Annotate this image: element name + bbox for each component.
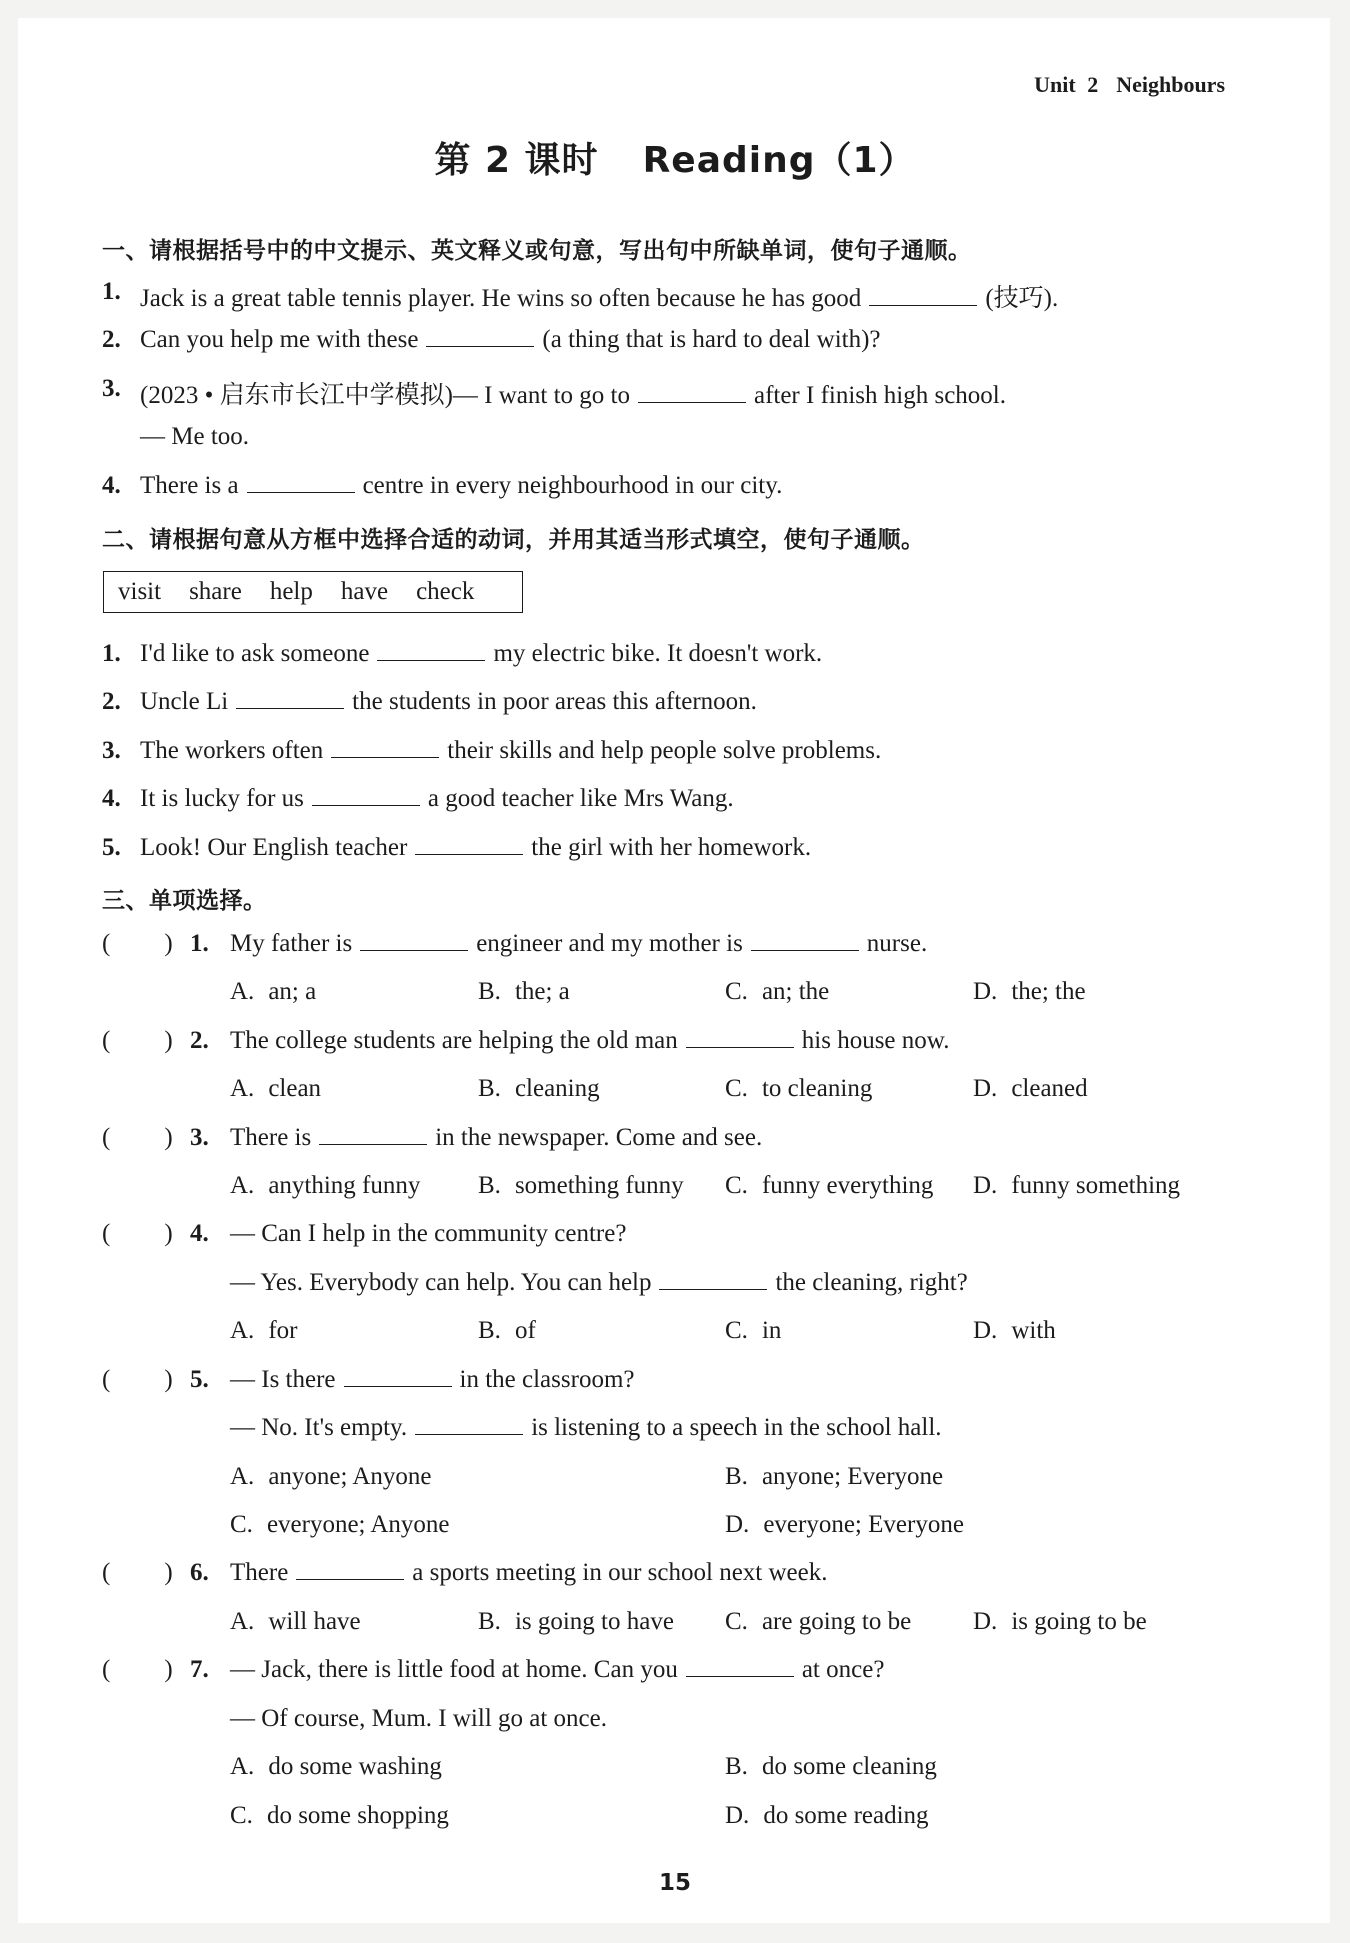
mc-number: 6. (190, 1559, 209, 1586)
answer-blank[interactable] (659, 1288, 767, 1290)
mc-option[interactable]: C. are going to be (725, 1608, 912, 1635)
answer-blank[interactable] (638, 401, 746, 403)
mc-option[interactable]: B. is going to have (478, 1608, 674, 1635)
mc-option[interactable]: B. the; a (478, 978, 570, 1005)
mc-number: 7. (190, 1656, 209, 1683)
mc-number: 2. (190, 1027, 209, 1054)
answer-blank[interactable] (426, 345, 534, 347)
mc-option[interactable]: B. of (478, 1317, 536, 1344)
mc-option[interactable]: C. to cleaning (725, 1075, 873, 1102)
mc-option[interactable]: B. cleaning (478, 1075, 600, 1102)
answer-blank[interactable] (344, 1385, 452, 1387)
mc-option[interactable]: A. anything funny (230, 1172, 421, 1199)
mc-option[interactable]: C. funny everything (725, 1172, 934, 1199)
mc-stem: — Can I help in the community centre? (230, 1220, 627, 1247)
mc-option[interactable]: A. clean (230, 1075, 322, 1102)
answer-blank[interactable] (415, 853, 523, 855)
answer-bracket[interactable]: ( ) (102, 1124, 173, 1151)
mc-option[interactable]: D. with (973, 1317, 1056, 1344)
running-header (1034, 72, 1225, 98)
answer-blank[interactable] (686, 1046, 794, 1048)
answer-bracket[interactable]: ( ) (102, 1366, 173, 1393)
lesson-title-en: Reading（1） (642, 140, 916, 181)
answer-blank[interactable] (751, 949, 859, 951)
mc-option[interactable]: D. is going to be (973, 1608, 1147, 1635)
mc-stem: — Of course, Mum. I will go at once. (230, 1705, 608, 1732)
mc-option[interactable]: B. something funny (478, 1172, 684, 1199)
mc-option[interactable]: B. do some cleaning (725, 1753, 937, 1780)
answer-bracket[interactable]: ( ) (102, 1027, 173, 1054)
mc-number: 3. (190, 1124, 209, 1151)
word-bank-word: help (269, 578, 313, 605)
answer-blank[interactable] (296, 1578, 404, 1580)
mc-option[interactable]: C. in (725, 1317, 782, 1344)
mc-stem: — No. It's empty. is listening to a speech in the school hall. (230, 1414, 942, 1441)
answer-blank[interactable] (377, 659, 485, 661)
answer-blank[interactable] (312, 804, 420, 806)
mc-stem: — Is there in the classroom? (230, 1366, 635, 1393)
answer-bracket[interactable]: ( ) (102, 930, 173, 957)
section1-heading: 一、请根据括号中的中文提示、英文释义或句意，写出句中所缺单词，使句子通顺。 (102, 238, 972, 264)
mc-option[interactable]: C. everyone; Anyone (230, 1511, 450, 1538)
page: Unit 2 Neighbours 第 2 课时 Reading（1） 一、请根据括号中的中文提示、英文释义或句意，写出句中所缺单词，使句子通顺。 1. Jack is a great table tennis player. He wins so often because he has good (技巧). 2. Can you help me with these (a thing that is hard to deal with)? 3. (2023 • 启东市长江中学模拟)— I want to go to after I finish high school. — Me too. 4. There is a centre in every neighbourhood in our city. 二、请根据句意从方框中选择合适的动词，并用其适当形式填空，使句子通顺。 visit share help have check 1. I'd like to ask someone my electric bike. It doesn't work. 2. Uncle Li the students in poor areas this afternoon. 3. The workers often their skills and help people solve problems. 4. It is lucky for us a good teacher like Mrs Wang. 5. Look! Our English teacher the girl with her homework. 三、单项选择。 ( ) 1. My father is engineer and my mother is nurse. A. an; a B. the; a C. an; the D. the; the ( ) 2. The college students are helping the old man his house now. A. clean B. cleaning C. to cleaning D. cleaned ( ) 3. There is in the newspaper. Come and see. A. anything funny B. something funny C. funny everything D. funny something ( ) 4. — Can I help in the community centre? — Yes. Everybody can help. You can help the cleaning, right? A. for B. of C. in D. with ( ) 5. — Is there in the classroom? — No. It's empty. is listening to a speech in the school hall. A. anyone; Anyone B. anyone; Everyone C. everyone; Anyone D. everyone; Everyone ( ) 6. There a sports meeting in our school next week. A. will have B. is going to have C. are going to be D. is going to be ( ) 7. — Jack, there is little food at home. Can you at once? — Of course, Mum. I will go at once. A. do some washing B. do some cleaning C. do some shopping D. do some reading 15 (0, 0, 1350, 1943)
mc-number: 5. (190, 1366, 209, 1393)
mc-stem: The college students are helping the old man his house now. (230, 1027, 950, 1054)
mc-stem: There a sports meeting in our school next week. (230, 1559, 828, 1586)
mc-number: 1. (190, 930, 209, 957)
mc-option[interactable]: D. do some reading (725, 1802, 929, 1829)
mc-stem: — Yes. Everybody can help. You can help the cleaning, right? (230, 1269, 968, 1296)
mc-option[interactable]: D. funny something (973, 1172, 1181, 1199)
mc-option[interactable]: C. an; the (725, 978, 830, 1005)
mc-stem: My father is engineer and my mother is nurse. (230, 930, 928, 957)
lesson-title-cn: 第 2 课时 (434, 140, 599, 181)
answer-blank[interactable] (686, 1675, 794, 1677)
answer-blank[interactable] (236, 707, 344, 709)
unit-label: Unit 2 (1034, 72, 1099, 97)
mc-option[interactable]: A. an; a (230, 978, 317, 1005)
mc-stem: There is in the newspaper. Come and see. (230, 1124, 763, 1151)
mc-option[interactable]: A. anyone; Anyone (230, 1463, 432, 1490)
section2-heading: 二、请根据句意从方框中选择合适的动词，并用其适当形式填空，使句子通顺。 (102, 527, 925, 553)
lesson-title (0, 132, 1350, 183)
mc-option[interactable]: C. do some shopping (230, 1802, 449, 1829)
answer-bracket[interactable]: ( ) (102, 1220, 173, 1247)
word-bank-word: have (340, 578, 389, 605)
unit-topic: Neighbours (1116, 72, 1225, 97)
word-bank-box (103, 571, 523, 613)
word-bank-word: check (416, 578, 475, 605)
mc-option[interactable]: A. do some washing (230, 1753, 442, 1780)
answer-bracket[interactable]: ( ) (102, 1559, 173, 1586)
page-number: 15 (658, 1870, 691, 1896)
mc-option[interactable]: D. the; the (973, 978, 1086, 1005)
mc-option[interactable]: B. anyone; Everyone (725, 1463, 944, 1490)
section3-heading: 三、单项选择。 (102, 888, 267, 914)
mc-number: 4. (190, 1220, 209, 1247)
mc-option[interactable]: A. will have (230, 1608, 361, 1635)
mc-option[interactable]: D. everyone; Everyone (725, 1511, 964, 1538)
mc-option[interactable]: D. cleaned (973, 1075, 1088, 1102)
answer-bracket[interactable]: ( ) (102, 1656, 173, 1683)
mc-option[interactable]: A. for (230, 1317, 298, 1344)
mc-stem: — Jack, there is little food at home. Can you at once? (230, 1656, 885, 1683)
answer-blank[interactable] (319, 1143, 427, 1145)
answer-blank[interactable] (415, 1433, 523, 1435)
answer-blank[interactable] (360, 949, 468, 951)
answer-blank[interactable] (247, 491, 355, 493)
answer-blank[interactable] (869, 304, 977, 306)
word-bank-word: visit (118, 578, 162, 605)
word-bank-word: share (189, 578, 242, 605)
answer-blank[interactable] (331, 756, 439, 758)
